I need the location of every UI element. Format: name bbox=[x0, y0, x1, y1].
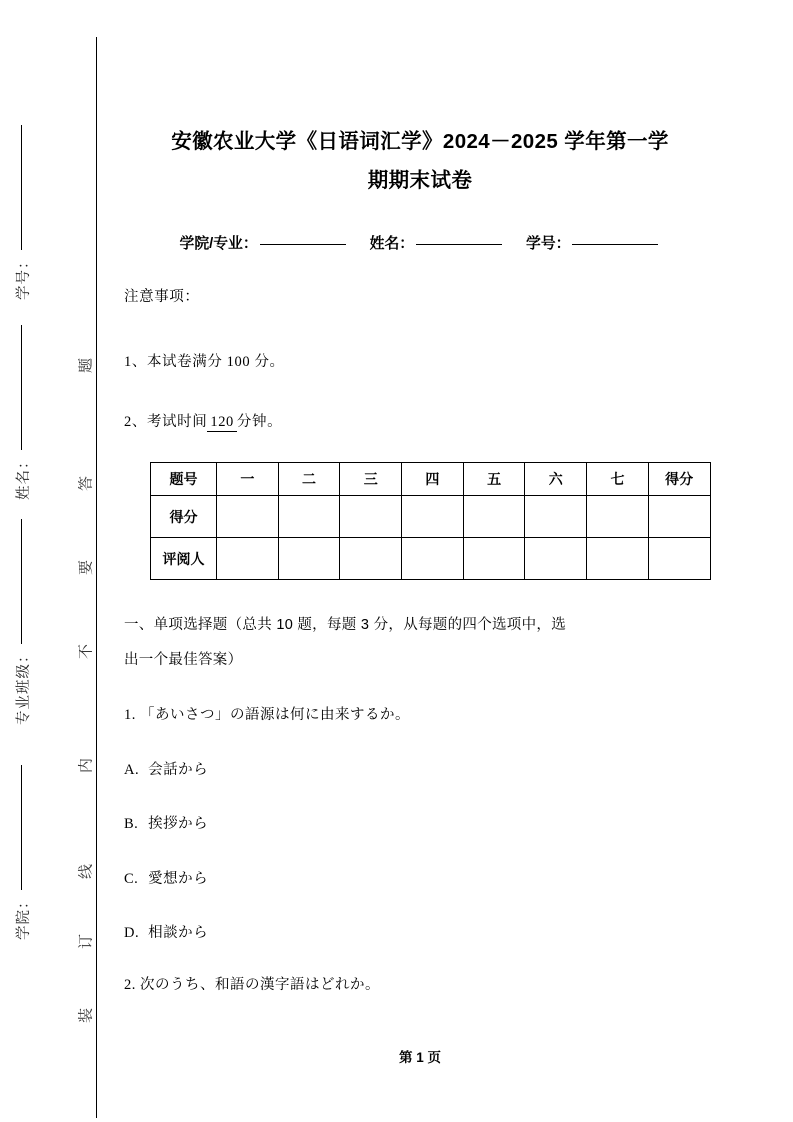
score-cell-grader-7[interactable] bbox=[648, 538, 710, 580]
section-one-heading-line-2: 出一个最佳答案） bbox=[124, 652, 243, 668]
score-table bbox=[150, 462, 711, 580]
question-1-option-b-key: B. bbox=[124, 816, 139, 832]
score-cell-grader-6[interactable] bbox=[587, 538, 649, 580]
margin-field-class-label: 专业班级： bbox=[15, 647, 32, 725]
notice-heading: 注意事项： bbox=[124, 289, 200, 305]
binding-char-1: 答 bbox=[78, 476, 95, 492]
binding-char-7: 装 bbox=[78, 1008, 95, 1024]
field-student-id-blank[interactable] bbox=[572, 243, 658, 245]
question-1-option-d-key: D. bbox=[124, 925, 140, 941]
margin-field-college-label: 学院： bbox=[15, 893, 32, 940]
question-1-option-b-text: 挨拶から bbox=[148, 816, 209, 832]
score-cell-score-3[interactable] bbox=[402, 496, 464, 538]
binding-char-4: 内 bbox=[78, 758, 95, 774]
score-table-header-cell-3: 三 bbox=[340, 463, 402, 496]
question-2-stem bbox=[124, 973, 710, 994]
question-1-option-a[interactable] bbox=[124, 758, 710, 779]
question-1-option-c[interactable] bbox=[124, 867, 710, 888]
exam-duration-value: 120 bbox=[207, 414, 237, 432]
score-cell-score-1[interactable] bbox=[278, 496, 340, 538]
field-student-id bbox=[526, 232, 660, 253]
question-1-option-a-key: A. bbox=[124, 762, 140, 778]
binding-char-5: 线 bbox=[78, 864, 95, 880]
exam-paper-body bbox=[124, 0, 724, 1122]
score-cell-score-7[interactable] bbox=[648, 496, 710, 538]
margin-field-college-rule bbox=[20, 766, 22, 891]
score-table-header-cell-6: 六 bbox=[525, 463, 587, 496]
score-table-row-score-label: 得分 bbox=[151, 496, 217, 538]
score-table-row-grader bbox=[151, 538, 711, 580]
question-1-option-a-text: 会話から bbox=[148, 762, 209, 778]
binding-divider-line bbox=[96, 37, 97, 1118]
score-table-header-cell-8: 得分 bbox=[648, 463, 710, 496]
score-table-header-cell-0: 题号 bbox=[151, 463, 217, 496]
page-footer: 第 1 页 bbox=[398, 1050, 441, 1065]
score-table-header-cell-2: 二 bbox=[278, 463, 340, 496]
margin-field-name-label: 姓名： bbox=[15, 453, 32, 500]
score-cell-grader-1[interactable] bbox=[278, 538, 340, 580]
score-table-row-score bbox=[151, 496, 711, 538]
field-name bbox=[370, 232, 504, 253]
score-cell-score-2[interactable] bbox=[340, 496, 402, 538]
score-cell-score-5[interactable] bbox=[525, 496, 587, 538]
page-title bbox=[124, 122, 716, 200]
binding-margin bbox=[0, 0, 100, 1122]
notice-item-2-prefix: 2、考试时间 bbox=[124, 414, 208, 430]
question-1-option-d-text: 相談から bbox=[148, 925, 209, 941]
score-cell-grader-5[interactable] bbox=[525, 538, 587, 580]
score-cell-score-4[interactable] bbox=[463, 496, 525, 538]
field-name-blank[interactable] bbox=[416, 243, 502, 245]
field-college-major-blank[interactable] bbox=[260, 243, 346, 245]
score-cell-grader-3[interactable] bbox=[402, 538, 464, 580]
score-table-header-cell-5: 五 bbox=[463, 463, 525, 496]
score-table-header-cell-1: 一 bbox=[217, 463, 279, 496]
score-cell-grader-4[interactable] bbox=[463, 538, 525, 580]
question-1-stem bbox=[124, 703, 710, 724]
section-one-heading-line-1: 一、单项选择题（总共 10 题，每题 3 分，从每题的四个选项中，选 bbox=[124, 617, 567, 633]
score-cell-grader-2[interactable] bbox=[340, 538, 402, 580]
page-title-line-1: 安徽农业大学《日语词汇学》2024－2025 学年第一学 bbox=[171, 130, 669, 153]
section-one-heading bbox=[124, 608, 710, 678]
notice-item-2-suffix: 分钟。 bbox=[236, 414, 283, 430]
field-college-major bbox=[180, 232, 348, 253]
question-1-option-b[interactable] bbox=[124, 812, 710, 833]
score-table-row-grader-label: 评阅人 bbox=[151, 538, 217, 580]
binding-char-3: 不 bbox=[78, 644, 95, 660]
field-name-label: 姓名： bbox=[369, 236, 415, 252]
binding-char-2: 要 bbox=[78, 560, 95, 576]
question-1-number: 1. bbox=[124, 707, 136, 723]
score-table-header-cell-4: 四 bbox=[402, 463, 464, 496]
page-title-line-2: 期期末试卷 bbox=[367, 169, 473, 192]
student-info-fields bbox=[124, 232, 716, 253]
score-cell-score-0[interactable] bbox=[217, 496, 279, 538]
margin-field-class-rule bbox=[20, 520, 22, 645]
binding-char-6: 订 bbox=[78, 934, 95, 950]
score-table-header-row bbox=[151, 463, 711, 496]
question-1-text: 「あいさつ」の語源は何に由来するか。 bbox=[140, 707, 410, 723]
question-1-option-c-key: C. bbox=[124, 871, 139, 887]
notice-item-1: 1、本试卷满分 100 分。 bbox=[124, 354, 285, 370]
field-college-major-label: 学院/专业： bbox=[179, 236, 258, 252]
question-2-text: 次のうち、和語の漢字語はどれか。 bbox=[140, 977, 380, 993]
binding-char-0: 题 bbox=[78, 358, 95, 374]
margin-field-student-id-label: 学号： bbox=[15, 253, 32, 300]
question-1-option-c-text: 愛想から bbox=[148, 871, 209, 887]
field-student-id-label: 学号： bbox=[526, 236, 571, 252]
question-1-option-d[interactable] bbox=[124, 921, 710, 942]
score-cell-grader-0[interactable] bbox=[217, 538, 279, 580]
score-cell-score-6[interactable] bbox=[587, 496, 649, 538]
score-table-header-cell-7: 七 bbox=[587, 463, 649, 496]
margin-field-college bbox=[0, 640, 44, 940]
question-2-number: 2. bbox=[124, 977, 136, 993]
notice-item-2 bbox=[124, 410, 282, 432]
